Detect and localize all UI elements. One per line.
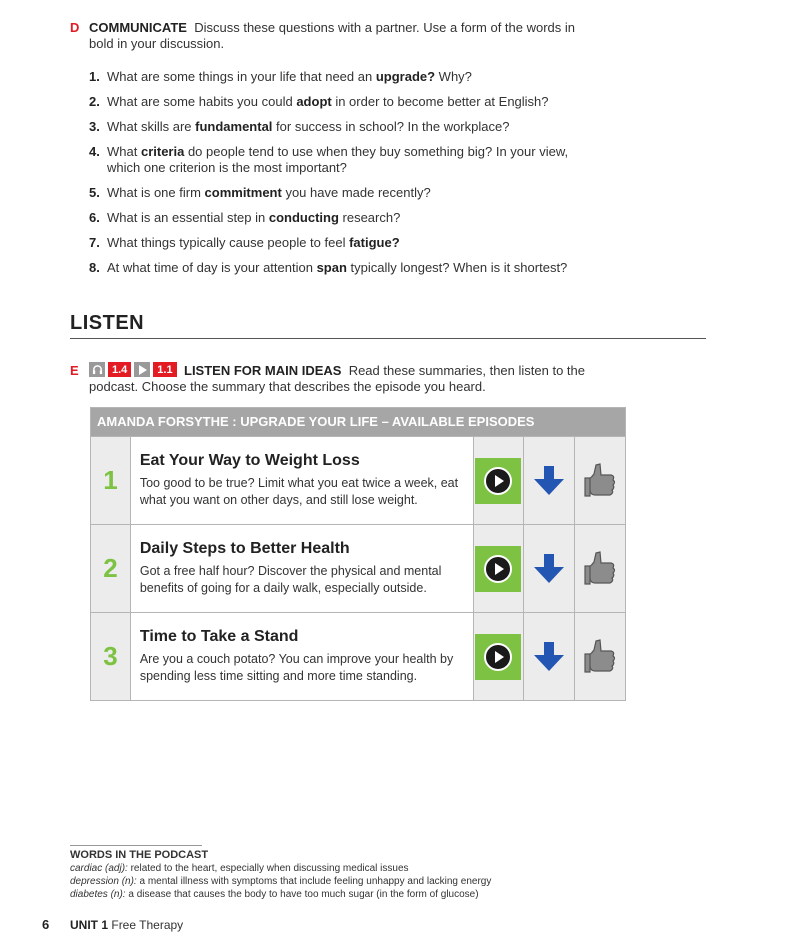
episode-number: 2 xyxy=(91,525,131,612)
footnote-definition: a mental illness with symptoms that include feeling unhappy and lacking energy xyxy=(136,876,492,887)
section-e-letter: E xyxy=(70,363,79,378)
question-item xyxy=(89,119,589,135)
like-button[interactable] xyxy=(575,525,625,612)
download-arrow-icon xyxy=(531,551,567,587)
unit-number: UNIT 1 xyxy=(70,918,109,932)
question-text: What things typically cause people to feel xyxy=(107,235,350,250)
download-button[interactable] xyxy=(524,437,575,524)
section-divider xyxy=(70,338,706,339)
video-track-number[interactable]: 1.1 xyxy=(153,362,176,377)
question-item xyxy=(89,69,589,85)
question-item xyxy=(89,185,589,201)
question-text: What are some habits you could xyxy=(107,94,297,109)
play-cell xyxy=(474,525,525,612)
question-text-end: typically longest? When is it shortest? xyxy=(346,260,568,275)
question-text-end: do people tend to use when they buy something big? In your view, xyxy=(184,144,569,159)
footnote-item xyxy=(70,863,409,874)
question-keyword: fundamental xyxy=(195,119,273,134)
download-button[interactable] xyxy=(524,525,575,612)
question-item xyxy=(89,235,589,251)
question-number: 7. xyxy=(89,235,100,250)
episodes-table xyxy=(90,407,626,701)
footnote-definition: a disease that causes the body to have too much sugar (in the form of glucose) xyxy=(125,889,479,900)
question-item xyxy=(89,260,589,276)
episode-description: Too good to be true? Limit what you eat twice a week, eat what you want on other days, and still lose weight. xyxy=(139,476,459,507)
download-button[interactable] xyxy=(524,613,575,700)
episode-summary xyxy=(131,437,474,524)
footnote-term: diabetes (n): xyxy=(70,889,126,900)
question-number: 6. xyxy=(89,210,100,225)
page-number: 6 xyxy=(42,917,50,932)
play-button[interactable] xyxy=(475,458,521,504)
question-item xyxy=(89,94,589,110)
question-text-end: you have made recently? xyxy=(281,185,431,200)
question-item xyxy=(89,210,589,226)
footnote-divider xyxy=(70,845,202,846)
play-cell xyxy=(474,613,525,700)
section-e-intro: Read these summaries, then listen to the podcast. Choose the summary that describes the episode you heard. xyxy=(89,363,585,394)
play-icon xyxy=(483,466,513,496)
play-cell xyxy=(474,437,525,524)
question-number: 5. xyxy=(89,185,100,200)
episode-title: Time to Take a Stand xyxy=(139,628,299,645)
footnote-heading: WORDS IN THE PODCAST xyxy=(70,849,209,861)
question-item xyxy=(89,144,589,176)
episode-summary xyxy=(131,525,474,612)
question-number: 3. xyxy=(89,119,100,134)
question-number: 2. xyxy=(89,94,100,109)
question-text-end: Why? xyxy=(435,69,472,84)
section-e-heading: LISTEN FOR MAIN IDEAS xyxy=(184,363,342,378)
download-arrow-icon xyxy=(531,639,567,675)
thumbs-up-icon xyxy=(583,637,617,677)
question-text-end: in order to become better at English? xyxy=(331,94,549,109)
footnote-term: cardiac (adj): xyxy=(70,863,128,874)
episode-description: Are you a couch potato? You can improve your health by spending less time sitting and more time standing. xyxy=(139,652,454,683)
question-number: 1. xyxy=(89,69,100,84)
table-row xyxy=(91,524,625,612)
like-button[interactable] xyxy=(575,613,625,700)
listen-section-title: LISTEN xyxy=(70,312,145,334)
footnote-item xyxy=(70,876,491,887)
episode-summary xyxy=(131,613,474,700)
audio-track-number[interactable]: 1.4 xyxy=(108,362,131,377)
media-track-badges xyxy=(89,362,177,377)
table-row xyxy=(91,612,625,700)
question-keyword: criteria xyxy=(140,144,185,159)
episode-title: Eat Your Way to Weight Loss xyxy=(139,452,360,469)
footnote-term: depression (n): xyxy=(70,876,137,887)
question-text: What is one firm xyxy=(107,185,205,200)
headphones-icon[interactable] xyxy=(89,362,105,377)
footnote-definition: related to the heart, especially when discussing medical issues xyxy=(127,863,409,874)
play-icon xyxy=(483,642,513,672)
play-icon xyxy=(483,554,513,584)
section-d-intro: Discuss these questions with a partner. Use a form of the words in bold in your discussion. xyxy=(89,20,576,51)
video-play-icon[interactable] xyxy=(134,362,150,377)
play-button[interactable] xyxy=(475,546,521,592)
question-number: 8. xyxy=(89,260,100,275)
question-text: What skills are xyxy=(107,119,196,134)
episode-number: 1 xyxy=(91,437,131,524)
footnote-item xyxy=(70,889,479,900)
section-d-heading: COMMUNICATE xyxy=(89,20,187,35)
table-header: AMANDA FORSYTHE : UPGRADE YOUR LIFE – AVAILABLE EPISODES xyxy=(91,408,625,436)
like-button[interactable] xyxy=(575,437,625,524)
question-keyword: adopt xyxy=(296,94,332,109)
question-keyword: upgrade? xyxy=(375,69,436,84)
question-text: What xyxy=(107,144,141,159)
episode-description: Got a free half hour? Discover the physical and mental benefits of going for a daily walk, especially outside. xyxy=(139,564,442,595)
section-d-letter: D xyxy=(70,20,80,35)
question-keyword: commitment xyxy=(204,185,282,200)
play-button[interactable] xyxy=(475,634,521,680)
question-keyword: conducting xyxy=(268,210,339,225)
question-text-end: research? xyxy=(338,210,401,225)
thumbs-up-icon xyxy=(583,549,617,589)
question-keyword: fatigue? xyxy=(349,235,400,250)
unit-title: Free Therapy xyxy=(111,918,184,932)
question-keyword: span xyxy=(316,260,347,275)
question-text-line2: which one criterion is the most important? xyxy=(107,160,347,175)
unit-label xyxy=(70,918,183,932)
question-text-end: for success in school? In the workplace? xyxy=(272,119,510,134)
question-number: 4. xyxy=(89,144,100,159)
question-text: What is an essential step in xyxy=(107,210,269,225)
question-text: What are some things in your life that need an xyxy=(107,69,376,84)
thumbs-up-icon xyxy=(583,461,617,501)
question-text: At what time of day is your attention xyxy=(107,260,317,275)
section-d-instructions xyxy=(89,20,589,52)
episode-number: 3 xyxy=(91,613,131,700)
download-arrow-icon xyxy=(531,463,567,499)
table-row xyxy=(91,436,625,524)
episode-title: Daily Steps to Better Health xyxy=(139,540,350,557)
